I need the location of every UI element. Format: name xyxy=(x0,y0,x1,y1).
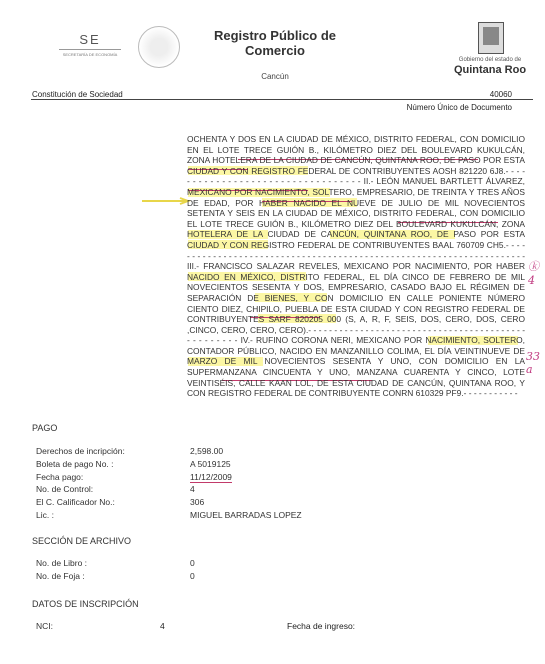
pago-value: 11/12/2009 xyxy=(190,472,232,482)
se-logo-subtext: SECRETARÍA DE ECONOMÍA xyxy=(62,52,118,57)
pago-value: 306 xyxy=(190,497,205,507)
archivo-value: 0 xyxy=(190,558,195,568)
se-logo xyxy=(55,32,125,57)
inscripcion-section-title: DATOS DE INSCRIPCIÓN xyxy=(32,599,139,609)
pago-section-title: PAGO xyxy=(32,423,58,433)
unique-document-label: Número Único de Documento xyxy=(406,103,512,112)
document-title: Registro Público de Comercio xyxy=(213,28,337,58)
archivo-label: No. de Foja : xyxy=(36,571,85,581)
deed-body-text: OCHENTA Y DOS EN LA CIUDAD DE MÉXICO, DISTRITO FEDERAL, CON DOMICILIO EN EL LOTE TRECE GUIÓN B., KILÓMETRO DIEZ DEL BOULEVARD KUKULCÁN, ZONA HOTELERA DE LA CIUDAD DE CANCÚN, QUINTANA ROO, DE PASO POR ESTA CIUDAD Y CON REGISTRO FEDERAL DE CONTRIBUYENTES AOSH 821220 6J8.- - - - - - - - - - - - - - - - - - - - - - - - - - - - - - - - - - II.- LEÓN MANUEL BARTLETT ÁLVAREZ, MEXICANO POR NACIMIENTO, SOLTERO, EMPRESARIO, DE TREINTA Y TRES AÑOS DE EDAD, POR HABER NACIDO EL NUEVE DE JULIO DE MIL NOVECIENTOS SETENTA Y SEIS EN LA CIUDAD DE MÉXICO, DISTRITO FEDERAL, CON DOMICILIO EL LOTE TRECE GUIÓN B., KILÓMETRO DIEZ DEL BOULEVARD KUKULCÁN, ZONA HOTELERA DE LA CIUDAD DE CANCÚN, QUINTANA ROO, DE PASO POR ESTA CIUDAD Y CON REGISTRO FEDERAL DE CONTRIBUYENTES BAAL 760709 CH5.- - - - - - - - - - - - - - - - - - - - - - - - - - - - - - - - - - - - - - - - - - - - - - - - - - - - - - - - - - - - - - - - - - - - - III.- FRANCISCO SALAZAR REVELES, MEXICANO POR NACIMIENTO, POR HABER NACIDO EN MÉXICO, DISTRITO FEDERAL, EL DÍA CINCO DE FEBRERO DE MIL NOVECIENTOS SESENTA Y DOS, EMPRESARIO, CASADO BAJO EL RÉGIMEN DE SEPARACIÓN DE BIENES, Y CON DOMICILIO EN CALLE PONIENTE NÚMERO CIENTO DIEZ, CHIPILO, PUEBLA DE ESTA CIUDAD Y CON REGISTRO FEDERAL DE CONTRIBUYENTES SARF 820205 000 (S, A, R, F, SEIS, DOS, CERO, DOS, CERO ,CINCO, CERO, CERO, CERO).- - - - - - - - - - - - - - - - - - - - - - - - - - - - - - - - - - - - - - - - - - - - - - - - - - - IV.- RUFINO CORONA NERI, MEXICANO POR NACIMIENTO, SOLTERO, CONTADOR PÚBLICO, NACIDO EN MANZANILLO COLIMA, EL DÍA VEINTINUEVE DE MARZO DE MIL NOVECIENTOS SESENTA Y UNO, CON DOMICILIO EN LA SUPERMANZANA CINCUENTA Y UNO, MANZANA CUARENTA Y CINCO, LOTE VEINTISÉIS, CALLE KAAN LOL, DE ESTA CIUDAD DE CANCÚN, QUINTANA ROO, Y CON REGISTRO FEDERAL DE CONTRIBUYENTE CONRN 610329 PF9.- - - - - - - - - - - xyxy=(187,134,525,399)
city-label: Cancún xyxy=(261,72,289,81)
margin-handwriting: ⓚ 4 xyxy=(528,260,539,287)
margin-handwriting: 33 a xyxy=(526,350,540,376)
state-name: Quintana Roo xyxy=(453,64,527,76)
pago-value: 2,598.00 xyxy=(190,446,224,456)
pago-label: El C. Calificador No.: xyxy=(36,497,115,507)
pago-label: No. de Control: xyxy=(36,484,94,494)
pago-value: MIGUEL BARRADAS LOPEZ xyxy=(190,510,302,520)
pago-label: Derechos de incripción: xyxy=(36,446,125,456)
state-government-label: Gobierno del estado de xyxy=(458,57,522,63)
fecha-ingreso-label: Fecha de ingreso: xyxy=(287,621,356,631)
pago-label: Lic. : xyxy=(36,510,54,520)
hand-drawn-arrow-icon xyxy=(140,197,192,205)
nci-value: 4 xyxy=(160,621,165,631)
archivo-value: 0 xyxy=(190,571,195,581)
document-number: 40060 xyxy=(489,90,512,99)
pago-label: Boleta de pago No. : xyxy=(36,459,114,469)
se-logo-text: SE xyxy=(79,32,101,47)
pago-label: Fecha pago: xyxy=(36,472,84,482)
nci-label: NCI: xyxy=(36,621,53,631)
quintana-roo-emblem-icon xyxy=(478,22,504,54)
national-seal-icon xyxy=(138,26,180,68)
pago-value: 4 xyxy=(190,484,195,494)
document-type: Constitución de Sociedad xyxy=(32,90,123,99)
archivo-label: No. de Libro : xyxy=(36,558,88,568)
pago-value: A 5019125 xyxy=(190,459,231,469)
archivo-section-title: SECCIÓN DE ARCHIVO xyxy=(32,536,132,546)
header-divider xyxy=(31,99,533,100)
